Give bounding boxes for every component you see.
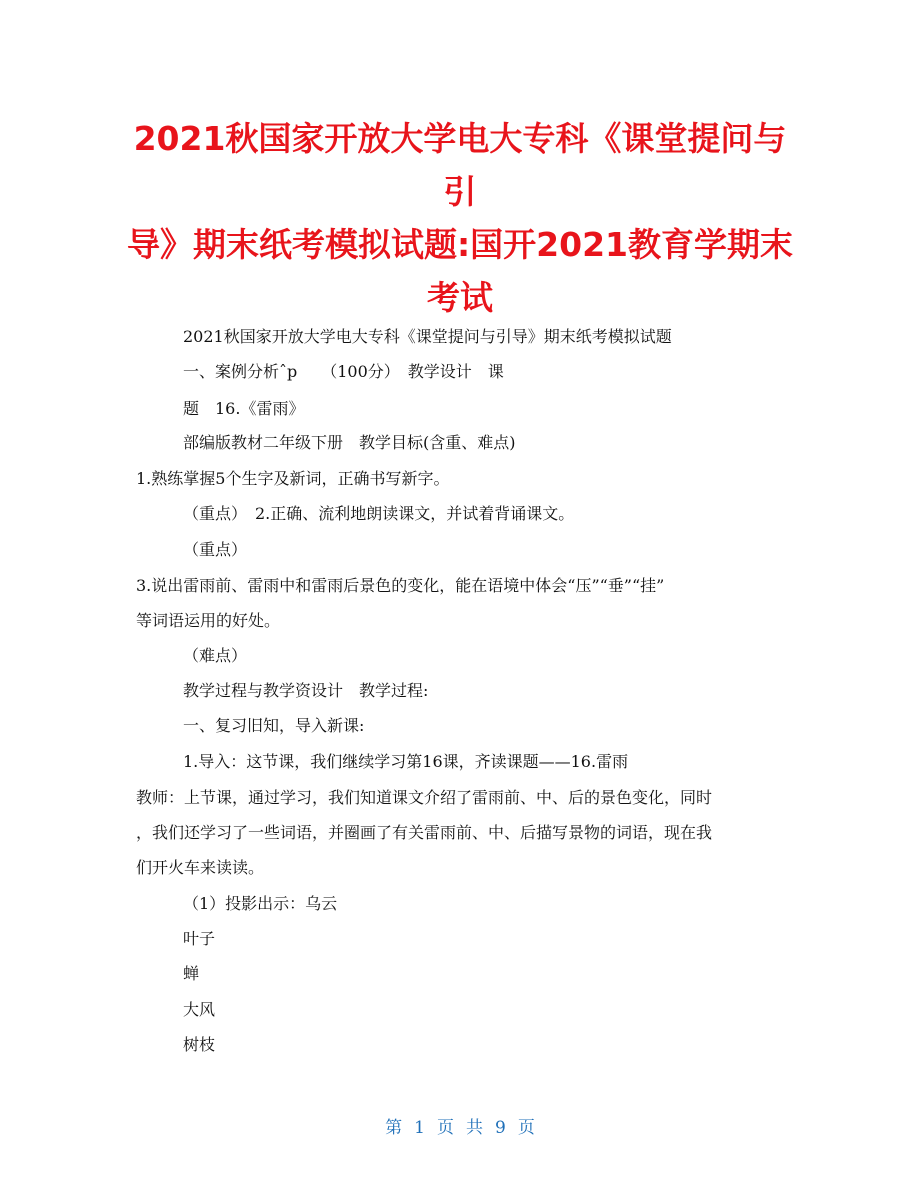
footer-ye: 页: [437, 1118, 454, 1138]
body-line-18: 叶子: [183, 929, 216, 948]
body-line-13: 1.导入：这节课，我们继续学习第16课，齐读课题——16.雷雨: [183, 752, 629, 771]
body-line-15: ，我们还学习了一些词语，并圈画了有关雷雨前、中、后描写景物的词语，现在我: [136, 823, 713, 842]
body-line-19: 蝉: [183, 964, 200, 983]
footer-ye-2: 页: [517, 1118, 535, 1138]
document-title: [118, 112, 802, 324]
body-line-10: （难点）: [183, 646, 248, 665]
title-line-3: 考试: [427, 278, 493, 317]
body-line-16: 们开火车来读读。: [136, 858, 265, 877]
footer-page-number: 1: [414, 1118, 425, 1138]
body-line-14: 教师：上节课，通过学习，我们知道课文介绍了雷雨前、中、后的景色变化，同时: [136, 788, 713, 807]
body-line-2: 一、案例分析ˆp （100分） 教学设计 课: [183, 362, 504, 381]
footer-total-pages: 9: [495, 1118, 506, 1138]
body-line-5: 1.熟练掌握5个生字及新词，正确书写新字。: [136, 469, 450, 488]
body-line-11: 教学过程与教学资设计 教学过程:: [183, 681, 429, 700]
body-line-17: （1）投影出示：乌云: [183, 894, 338, 913]
body-line-21: 树枝: [183, 1035, 216, 1054]
body-line-1: 2021秋国家开放大学电大专科《课堂提问与引导》期末纸考模拟试题: [183, 327, 672, 346]
body-line-9: 等词语运用的好处。: [136, 611, 281, 630]
body-line-6: （重点） 2.正确、流利地朗读课文，并试着背诵课文。: [183, 504, 575, 523]
title-line-2: 导》期末纸考模拟试题:国开2021教育学期末: [126, 225, 794, 264]
body-line-8: 3.说出雷雨前、雷雨中和雷雨后景色的变化，能在语境中体会“压”“垂”“挂”: [136, 576, 665, 595]
footer-gong: 共: [466, 1118, 483, 1138]
body-line-7: （重点）: [183, 540, 248, 559]
body-line-20: 大风: [183, 1000, 216, 1019]
page-footer: [0, 1113, 920, 1138]
footer-di: 第: [385, 1118, 403, 1138]
title-line-1: 2021秋国家开放大学电大专科《课堂提问与引: [133, 119, 787, 211]
body-line-4: 部编版教材二年级下册 教学目标(含重、难点): [183, 433, 516, 452]
body-line-12: 一、复习旧知，导入新课:: [183, 716, 365, 735]
body-line-3: 题 16.《雷雨》: [183, 399, 305, 418]
